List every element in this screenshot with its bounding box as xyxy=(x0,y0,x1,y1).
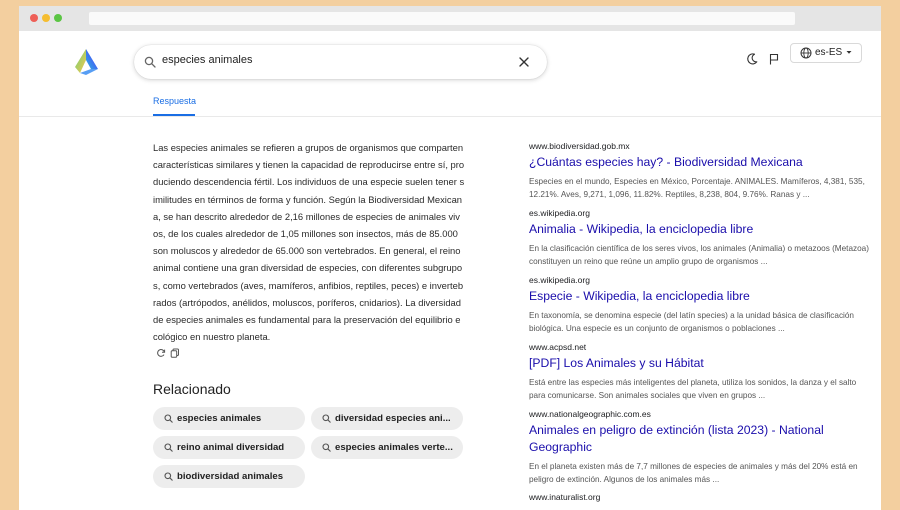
result-title-link[interactable]: ¿Cuántas especies hay? - Biodiversidad Mexicana xyxy=(529,155,803,169)
result-item xyxy=(529,141,869,201)
search-icon xyxy=(164,443,173,452)
regenerate-icon[interactable] xyxy=(156,348,166,358)
related-chip-label: reino animal diversidad xyxy=(177,442,285,453)
result-domain: es.wikipedia.org xyxy=(529,275,590,285)
result-item xyxy=(529,275,869,335)
close-window-button[interactable] xyxy=(30,14,38,22)
related-chip[interactable] xyxy=(153,436,305,459)
related-chip[interactable] xyxy=(153,407,305,430)
result-title-link[interactable]: Animalia - Wikipedia, la enciclopedia libre xyxy=(529,222,754,236)
result-domain: es.wikipedia.org xyxy=(529,208,590,218)
result-snippet: En la clasificación científica de los seres vivos, los animales (Animalia) o metazoos (Metazoa) constituyen un reino que reúne un amplio grupo de organismos ... xyxy=(529,244,869,266)
header-divider xyxy=(19,116,881,117)
result-title-link[interactable]: Animales en peligro de extinción (lista 2023) - National Geographic xyxy=(529,423,824,454)
related-chip[interactable] xyxy=(311,407,463,430)
clear-search-icon[interactable] xyxy=(517,55,531,69)
result-title-link[interactable]: [PDF] Los Animales y su Hábitat xyxy=(529,356,704,370)
maximize-window-button[interactable] xyxy=(54,14,62,22)
browser-window xyxy=(19,6,881,510)
globe-icon xyxy=(800,47,812,59)
tab-respuesta[interactable]: Respuesta xyxy=(153,96,197,106)
copy-icon[interactable] xyxy=(170,348,180,358)
related-chip[interactable] xyxy=(311,436,463,459)
result-domain: www.acpsd.net xyxy=(529,342,587,352)
language-selector[interactable] xyxy=(790,43,862,63)
search-icon xyxy=(322,443,331,452)
result-domain: www.biodiversidad.gob.mx xyxy=(529,141,630,151)
result-domain: www.nationalgeographic.com.es xyxy=(529,409,651,419)
related-chip-label: especies animales verte... xyxy=(335,442,453,453)
result-snippet: En taxonomía, se denomina especie (del latín species) a la unidad básica de clasificación biológica. Una especie es un conjunto de organismos o poblaciones ... xyxy=(529,311,854,333)
answer-text: Las especies animales se refieren a grupos de organismos que comparten características similares y tienen la capacidad de reproducirse entre sí, produciendo descendencia fértil. Los individuos de una especie suelen tener similitudes en términos de forma y función. Según la Biodiversidad Mexicana, se han descrito alrededor de 2,16 millones de especies de animales vivos, de los cuales alrededor de 1,05 millones son insectos, más de 85.000 son moluscos y alrededor de 65.000 son vertebrados. En general, el reino animal contiene una gran diversidad de especies, con diferentes subgrupos, como vertebrados (aves, mamíferos, anfibios, reptiles, peces) e invertebrados (artrópodos, anélidos, moluscos, poríferos, cnidarios). La diversidad de especies animales es fundamental para la preservación del equilibrio ecológico en nuestro planeta. xyxy=(153,142,465,343)
result-title-link[interactable]: Especie - Wikipedia, la enciclopedia libre xyxy=(529,289,750,303)
report-flag-icon[interactable] xyxy=(767,52,781,66)
result-snippet: En el planeta existen más de 7,7 millones de especies de animales y más del 20% está en peligro de extinción. Algunos de los animales más ... xyxy=(529,462,858,484)
browser-chrome xyxy=(19,6,881,31)
search-input[interactable]: especies animales xyxy=(162,54,253,66)
language-code: es-ES xyxy=(815,47,843,58)
result-item xyxy=(529,342,869,402)
chevron-down-icon xyxy=(844,47,854,57)
dark-mode-moon-icon[interactable] xyxy=(745,52,759,66)
app-logo-icon[interactable] xyxy=(72,47,100,75)
search-icon xyxy=(164,472,173,481)
result-snippet: Está entre las especies más inteligentes del planeta, utiliza los sonidos, la danza y el salto para comunicarse. Son animales sociales que viven en grupos ... xyxy=(529,378,857,400)
search-icon xyxy=(144,56,156,68)
search-box[interactable] xyxy=(134,45,547,79)
related-heading: Relacionado xyxy=(153,381,231,397)
result-item xyxy=(529,208,869,268)
result-snippet: Especies en el mundo, Especies en México, Porcentaje. ANIMALES. Mamíferos, 4,381, 535, 12.21%. Aves, 9,271, 1,096, 11.82%. Reptiles, 8,238, 804, 9.76%. Ranas y ... xyxy=(529,177,865,199)
related-chip-label: diversidad especies ani... xyxy=(335,413,451,424)
address-bar[interactable] xyxy=(89,12,795,25)
search-icon xyxy=(322,414,331,423)
search-icon xyxy=(164,414,173,423)
result-item xyxy=(529,492,869,503)
result-domain: www.inaturalist.org xyxy=(529,492,601,502)
minimize-window-button[interactable] xyxy=(42,14,50,22)
result-item xyxy=(529,409,869,486)
related-chip-label: especies animales xyxy=(177,413,262,424)
related-chip[interactable] xyxy=(153,465,305,488)
related-chip-label: biodiversidad animales xyxy=(177,471,284,482)
